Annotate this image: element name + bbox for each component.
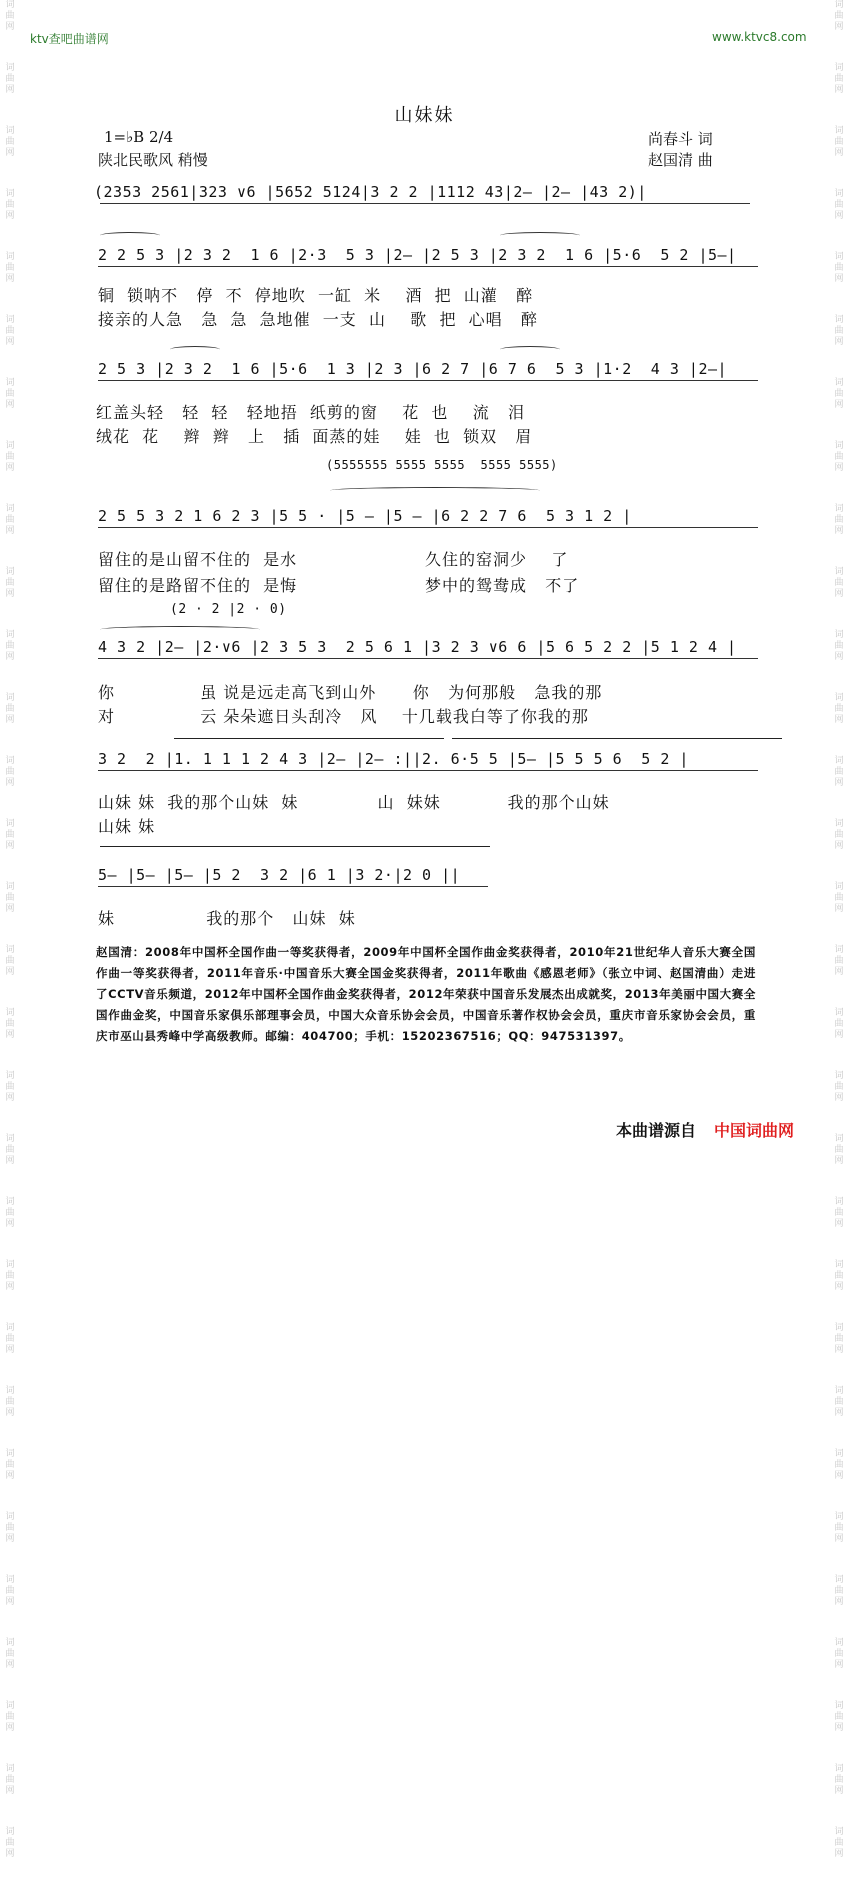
header-right-site: www.ktvc8.com — [712, 30, 807, 44]
watermark-gap — [2, 33, 18, 63]
watermark-glyph: 曲 — [834, 1586, 844, 1596]
lyric-verse-2-line-5: 对 云 朵朵遮日头刮冷 风 十几载我白等了你我的那 — [98, 707, 589, 726]
watermark-gap — [831, 1419, 847, 1449]
watermark-glyph: 网 — [5, 1282, 15, 1292]
watermark-glyph: 网 — [5, 1219, 15, 1229]
watermark-glyph: 网 — [5, 211, 15, 221]
watermark-glyph: 词 — [834, 126, 844, 136]
watermark-glyph: 曲 — [834, 1460, 844, 1470]
watermark-glyph: 曲 — [5, 704, 15, 714]
watermark-glyph: 网 — [834, 1408, 844, 1418]
watermark-glyph: 曲 — [834, 389, 844, 399]
watermark-glyph: 曲 — [5, 326, 15, 336]
watermark-glyph: 网 — [5, 85, 15, 95]
watermark-glyph: 曲 — [5, 137, 15, 147]
lyric-verse-2-line-4: 留住的是路留不住的 是悔 梦中的鸳鸯成 不了 — [98, 576, 580, 595]
watermark-glyph: 曲 — [834, 1271, 844, 1281]
watermark-glyph: 网 — [5, 1660, 15, 1670]
watermark-glyph: 网 — [5, 841, 15, 851]
watermark-glyph: 网 — [5, 526, 15, 536]
watermark-glyph: 词 — [5, 1260, 15, 1270]
watermark-glyph: 词 — [5, 315, 15, 325]
watermark-glyph: 曲 — [5, 11, 15, 21]
watermark-glyph: 网 — [834, 337, 844, 347]
watermark-glyph: 词 — [5, 252, 15, 262]
watermark-gap — [2, 1734, 18, 1764]
watermark-glyph: 词 — [5, 693, 15, 703]
watermark-gap — [831, 852, 847, 882]
header-left-site: ktv查吧曲谱网 — [30, 32, 109, 46]
watermark-glyph: 曲 — [834, 1397, 844, 1407]
watermark-glyph: 曲 — [5, 1838, 15, 1848]
watermark-glyph: 曲 — [5, 200, 15, 210]
watermark-glyph: 网 — [834, 589, 844, 599]
left-watermark-strip — [2, 0, 18, 1859]
watermark-glyph: 曲 — [834, 1775, 844, 1785]
slur-mark — [500, 346, 560, 353]
tie-line — [100, 846, 490, 847]
watermark-glyph: 词 — [834, 756, 844, 766]
watermark-glyph: 网 — [5, 778, 15, 788]
watermark-gap — [831, 1671, 847, 1701]
watermark-glyph: 网 — [834, 1597, 844, 1607]
watermark-glyph: 网 — [5, 589, 15, 599]
watermark-glyph: 词 — [5, 1323, 15, 1333]
slur-mark — [170, 346, 220, 353]
watermark-glyph: 词 — [834, 1638, 844, 1648]
watermark-glyph: 词 — [5, 189, 15, 199]
key-signature: 1=♭B 2/4 — [104, 128, 174, 146]
watermark-gap — [831, 411, 847, 441]
watermark-gap — [831, 1860, 847, 1890]
score-line-4: 2 5 5 3 2 1 6 2 3 |5 5 · |5 — |5 — |6 2 2 7 6 5 3 1 2 | — [98, 507, 632, 525]
score-line-5: 4 3 2 |2— |2·∨6 |2 3 5 3 2 5 6 1 |3 2 3 ∨6 6 |5 6 5 2 2 |5 1 2 4 | — [98, 638, 737, 656]
watermark-glyph: 曲 — [5, 1082, 15, 1092]
watermark-gap — [831, 1230, 847, 1260]
watermark-glyph: 网 — [834, 715, 844, 725]
watermark-gap — [2, 348, 18, 378]
watermark-glyph: 词 — [5, 819, 15, 829]
watermark-glyph: 曲 — [5, 767, 15, 777]
watermark-gap — [831, 1545, 847, 1575]
watermark-glyph: 词 — [834, 504, 844, 514]
beam-line — [98, 886, 488, 887]
watermark-gap — [831, 1797, 847, 1827]
watermark-glyph: 词 — [5, 567, 15, 577]
ornament-line-5: (2 · 2 |2 · 0) — [170, 602, 287, 617]
watermark-glyph: 词 — [834, 1449, 844, 1459]
watermark-glyph: 词 — [5, 1575, 15, 1585]
watermark-glyph: 词 — [834, 189, 844, 199]
watermark-glyph: 词 — [5, 1071, 15, 1081]
watermark-glyph: 词 — [5, 1827, 15, 1837]
watermark-glyph: 网 — [5, 1408, 15, 1418]
watermark-glyph: 词 — [5, 0, 15, 10]
watermark-glyph: 曲 — [834, 137, 844, 147]
beam-line — [100, 203, 750, 204]
watermark-glyph: 词 — [834, 945, 844, 955]
watermark-glyph: 曲 — [834, 1838, 844, 1848]
watermark-glyph: 网 — [834, 526, 844, 536]
watermark-gap — [2, 411, 18, 441]
watermark-gap — [2, 663, 18, 693]
watermark-gap — [2, 474, 18, 504]
score-line-3: 2 5 3 |2 3 2 1 6 |5·6 1 3 |2 3 |6 2 7 |6 7 6 5 3 |1·2 4 3 |2—| — [98, 360, 728, 378]
score-line-2: 2 2 5 3 |2 3 2 1 6 |2·3 5 3 |2— |2 5 3 |2 3 2 1 6 |5·6 5 2 |5—| — [98, 246, 737, 264]
score-line-1: (2353 2561|323 ∨6 |5652 5124|3 2 2 |1112 43|2— |2— |43 2)| — [94, 183, 647, 201]
lyric-verse-1-line-2: 铜 锁呐不 停 不 停地吹 一缸 米 酒 把 山灌 醉 — [98, 286, 534, 305]
watermark-glyph: 曲 — [834, 1712, 844, 1722]
watermark-glyph: 曲 — [5, 1586, 15, 1596]
watermark-glyph: 网 — [834, 1093, 844, 1103]
watermark-glyph: 曲 — [5, 1271, 15, 1281]
watermark-glyph: 词 — [834, 1575, 844, 1585]
watermark-glyph: 词 — [5, 378, 15, 388]
watermark-glyph: 网 — [834, 1534, 844, 1544]
watermark-glyph: 词 — [834, 1512, 844, 1522]
watermark-glyph: 曲 — [834, 893, 844, 903]
watermark-glyph: 词 — [834, 1134, 844, 1144]
lyric-verse-2-line-2: 接亲的人急 急 急 急地催 一支 山 歌 把 心唱 醉 — [98, 310, 538, 329]
score-line-7: 5— |5— |5— |5 2 3 2 |6 1 |3 2·|2 0 || — [98, 866, 461, 884]
watermark-glyph: 网 — [834, 463, 844, 473]
watermark-glyph: 网 — [5, 967, 15, 977]
watermark-glyph: 词 — [834, 1008, 844, 1018]
watermark-glyph: 网 — [5, 1030, 15, 1040]
watermark-gap — [2, 1860, 18, 1890]
watermark-glyph: 曲 — [5, 1523, 15, 1533]
watermark-glyph: 网 — [834, 1849, 844, 1859]
composer-bio: 赵国清：2008年中国杯全国作曲一等奖获得者，2009年中国杯全国作曲金奖获得者，2010年21世纪华人音乐大赛全国作曲一等奖获得者，2011年音乐·中国音乐大赛全国金奖获得者，2011年歌曲《感恩老师》（张立中词、赵国清曲）走进了CCTV音乐频道，2012年中国杯全国作曲金奖获得者，2012年荣获中国音乐发展杰出成就奖，2013年美丽中国大赛全国作曲金奖，中国音乐家俱乐部理事会员，中国大众音乐协会会员，中国音乐著作权协会会员，重庆市音乐家协会会员，重庆市巫山县秀峰中学高级教师。邮编：404700；手机：15202367516；QQ：947531397。 — [96, 945, 756, 1043]
watermark-gap — [2, 1293, 18, 1323]
watermark-gap — [2, 1104, 18, 1134]
lyric-verse-1-line-3: 红盖头轻 轻 轻 轻地捂 纸剪的窗 花 也 流 泪 — [96, 403, 525, 422]
composer-credit: 赵国清 曲 — [648, 151, 713, 169]
watermark-gap — [831, 1482, 847, 1512]
watermark-glyph: 词 — [834, 1701, 844, 1711]
ornament-line-4: (5555555 5555 5555 5555 5555) — [326, 458, 558, 472]
style-tempo: 陕北民歌风 稍慢 — [98, 151, 208, 169]
watermark-gap — [831, 285, 847, 315]
watermark-glyph: 网 — [5, 337, 15, 347]
watermark-glyph: 网 — [834, 148, 844, 158]
beam-line — [98, 380, 758, 381]
watermark-gap — [831, 1041, 847, 1071]
watermark-glyph: 词 — [5, 1701, 15, 1711]
watermark-glyph: 词 — [834, 315, 844, 325]
watermark-gap — [831, 1167, 847, 1197]
source-site-link[interactable]: 中国词曲网 — [714, 1121, 795, 1140]
watermark-glyph: 网 — [5, 1345, 15, 1355]
watermark-gap — [831, 1608, 847, 1638]
watermark-glyph: 曲 — [5, 389, 15, 399]
watermark-glyph: 网 — [834, 400, 844, 410]
watermark-glyph: 词 — [834, 819, 844, 829]
watermark-glyph: 网 — [834, 85, 844, 95]
watermark-gap — [2, 222, 18, 252]
watermark-glyph: 词 — [834, 1323, 844, 1333]
watermark-glyph: 词 — [5, 1449, 15, 1459]
watermark-glyph: 网 — [834, 1345, 844, 1355]
watermark-glyph: 词 — [834, 1386, 844, 1396]
watermark-glyph: 曲 — [5, 956, 15, 966]
watermark-glyph: 曲 — [5, 830, 15, 840]
watermark-glyph: 词 — [834, 63, 844, 73]
slur-mark — [100, 626, 260, 633]
watermark-glyph: 网 — [834, 967, 844, 977]
watermark-gap — [2, 789, 18, 819]
watermark-glyph: 曲 — [5, 641, 15, 651]
watermark-glyph: 词 — [5, 1197, 15, 1207]
watermark-glyph: 词 — [834, 882, 844, 892]
watermark-glyph: 网 — [5, 1093, 15, 1103]
watermark-glyph: 词 — [5, 1134, 15, 1144]
watermark-glyph: 曲 — [834, 704, 844, 714]
watermark-glyph: 网 — [5, 1534, 15, 1544]
watermark-gap — [2, 1356, 18, 1386]
watermark-glyph: 曲 — [834, 1145, 844, 1155]
watermark-glyph: 曲 — [5, 578, 15, 588]
watermark-glyph: 网 — [5, 274, 15, 284]
watermark-glyph: 曲 — [834, 830, 844, 840]
right-watermark-strip — [831, 0, 847, 1859]
watermark-glyph: 网 — [5, 1786, 15, 1796]
watermark-gap — [2, 537, 18, 567]
lyricist-credit: 尚春斗 词 — [648, 130, 713, 148]
watermark-glyph: 曲 — [834, 263, 844, 273]
watermark-glyph: 词 — [834, 252, 844, 262]
watermark-glyph: 曲 — [834, 11, 844, 21]
source-credit — [616, 1118, 794, 1141]
watermark-gap — [831, 915, 847, 945]
lyric-line-6: 山妹 妹 我的那个山妹 妹 山 妹妹 我的那个山妹 — [98, 793, 610, 812]
watermark-glyph: 曲 — [834, 1523, 844, 1533]
watermark-glyph: 曲 — [834, 200, 844, 210]
watermark-glyph: 网 — [834, 1471, 844, 1481]
watermark-gap — [2, 1230, 18, 1260]
watermark-gap — [831, 222, 847, 252]
watermark-gap — [2, 285, 18, 315]
watermark-glyph: 词 — [5, 1638, 15, 1648]
slur-mark — [100, 232, 160, 239]
watermark-gap — [2, 1167, 18, 1197]
watermark-glyph: 网 — [5, 904, 15, 914]
watermark-glyph: 词 — [834, 630, 844, 640]
watermark-glyph: 曲 — [834, 326, 844, 336]
watermark-gap — [831, 726, 847, 756]
watermark-glyph: 词 — [5, 1008, 15, 1018]
watermark-glyph: 网 — [834, 1786, 844, 1796]
watermark-glyph: 网 — [5, 715, 15, 725]
lyric-verse-1-line-5: 你 虽 说是远走高飞到山外 你 为何那般 急我的那 — [98, 683, 603, 702]
slur-mark — [330, 487, 540, 494]
watermark-gap — [2, 1419, 18, 1449]
slur-mark — [500, 232, 580, 239]
watermark-gap — [831, 33, 847, 63]
watermark-glyph: 曲 — [834, 515, 844, 525]
watermark-glyph: 词 — [834, 1260, 844, 1270]
watermark-glyph: 网 — [5, 1471, 15, 1481]
watermark-glyph: 词 — [834, 1071, 844, 1081]
watermark-glyph: 曲 — [834, 641, 844, 651]
watermark-glyph: 网 — [5, 400, 15, 410]
watermark-glyph: 曲 — [834, 1082, 844, 1092]
watermark-glyph: 曲 — [5, 1334, 15, 1344]
score-line-6: 3 2 2 |1. 1 1 1 2 4 3 |2— |2— :||2. 6·5 5 |5— |5 5 5 6 5 2 | — [98, 750, 689, 768]
watermark-glyph: 网 — [834, 904, 844, 914]
watermark-glyph: 网 — [5, 1723, 15, 1733]
watermark-gap — [2, 978, 18, 1008]
watermark-gap — [831, 1104, 847, 1134]
watermark-glyph: 词 — [5, 945, 15, 955]
watermark-glyph: 曲 — [834, 767, 844, 777]
watermark-glyph: 词 — [5, 882, 15, 892]
watermark-glyph: 词 — [5, 1512, 15, 1522]
watermark-glyph: 词 — [834, 0, 844, 10]
watermark-glyph: 网 — [834, 1282, 844, 1292]
watermark-gap — [2, 159, 18, 189]
watermark-glyph: 曲 — [834, 1649, 844, 1659]
watermark-glyph: 网 — [5, 1849, 15, 1859]
watermark-gap — [831, 159, 847, 189]
watermark-glyph: 曲 — [5, 515, 15, 525]
watermark-gap — [2, 1041, 18, 1071]
lyric-line-7: 妹 我的那个 山妹 妹 — [98, 909, 356, 928]
watermark-glyph: 曲 — [5, 74, 15, 84]
watermark-glyph: 词 — [834, 693, 844, 703]
watermark-glyph: 网 — [834, 1219, 844, 1229]
watermark-glyph: 曲 — [5, 1145, 15, 1155]
watermark-glyph: 词 — [5, 126, 15, 136]
watermark-glyph: 网 — [5, 148, 15, 158]
watermark-gap — [2, 1482, 18, 1512]
watermark-glyph: 曲 — [834, 1019, 844, 1029]
watermark-glyph: 网 — [5, 22, 15, 32]
watermark-glyph: 曲 — [5, 1460, 15, 1470]
watermark-glyph: 网 — [5, 1156, 15, 1166]
watermark-glyph: 网 — [834, 1660, 844, 1670]
watermark-gap — [831, 1293, 847, 1323]
watermark-gap — [2, 1671, 18, 1701]
watermark-gap — [2, 726, 18, 756]
watermark-glyph: 曲 — [834, 74, 844, 84]
watermark-glyph: 曲 — [5, 263, 15, 273]
source-label: 本曲谱源自 — [616, 1121, 697, 1140]
watermark-glyph: 词 — [5, 1386, 15, 1396]
watermark-gap — [831, 348, 847, 378]
volta-bracket-1 — [174, 738, 444, 739]
watermark-glyph: 曲 — [5, 893, 15, 903]
watermark-glyph: 网 — [834, 1030, 844, 1040]
watermark-glyph: 网 — [834, 778, 844, 788]
watermark-gap — [2, 852, 18, 882]
watermark-glyph: 网 — [834, 22, 844, 32]
watermark-gap — [2, 1608, 18, 1638]
watermark-gap — [2, 1545, 18, 1575]
watermark-glyph: 词 — [834, 441, 844, 451]
watermark-glyph: 词 — [5, 756, 15, 766]
watermark-glyph: 网 — [5, 1597, 15, 1607]
watermark-glyph: 曲 — [5, 1208, 15, 1218]
watermark-gap — [831, 474, 847, 504]
watermark-glyph: 曲 — [5, 1649, 15, 1659]
watermark-glyph: 网 — [834, 1723, 844, 1733]
watermark-gap — [831, 1356, 847, 1386]
watermark-glyph: 词 — [834, 1197, 844, 1207]
watermark-glyph: 曲 — [834, 578, 844, 588]
watermark-glyph: 曲 — [5, 1019, 15, 1029]
watermark-glyph: 网 — [834, 1156, 844, 1166]
watermark-glyph: 曲 — [5, 1775, 15, 1785]
lyric-line-6-b: 山妹 妹 — [98, 817, 156, 836]
watermark-glyph: 词 — [5, 1764, 15, 1774]
watermark-glyph: 网 — [5, 652, 15, 662]
watermark-gap — [831, 789, 847, 819]
watermark-glyph: 曲 — [5, 452, 15, 462]
watermark-gap — [2, 600, 18, 630]
watermark-glyph: 曲 — [5, 1712, 15, 1722]
watermark-glyph: 词 — [834, 1827, 844, 1837]
watermark-glyph: 曲 — [5, 1397, 15, 1407]
watermark-glyph: 曲 — [834, 956, 844, 966]
watermark-glyph: 网 — [834, 841, 844, 851]
watermark-glyph: 词 — [834, 567, 844, 577]
song-title: 山妹妹 — [394, 105, 455, 126]
watermark-glyph: 曲 — [834, 452, 844, 462]
beam-line — [98, 770, 758, 771]
watermark-glyph: 词 — [834, 1764, 844, 1774]
beam-line — [98, 658, 758, 659]
watermark-gap — [2, 915, 18, 945]
watermark-glyph: 网 — [5, 463, 15, 473]
watermark-glyph: 曲 — [834, 1208, 844, 1218]
watermark-gap — [2, 1797, 18, 1827]
watermark-glyph: 词 — [834, 378, 844, 388]
watermark-gap — [831, 537, 847, 567]
watermark-glyph: 词 — [5, 441, 15, 451]
watermark-gap — [831, 1734, 847, 1764]
watermark-gap — [831, 600, 847, 630]
beam-line — [98, 527, 758, 528]
watermark-glyph: 曲 — [834, 1334, 844, 1344]
watermark-glyph: 网 — [834, 274, 844, 284]
volta-bracket-2 — [452, 738, 782, 739]
watermark-glyph: 词 — [5, 630, 15, 640]
watermark-gap — [831, 978, 847, 1008]
watermark-gap — [831, 663, 847, 693]
beam-line — [98, 266, 758, 267]
watermark-glyph: 网 — [834, 652, 844, 662]
watermark-glyph: 词 — [5, 504, 15, 514]
watermark-glyph: 网 — [834, 211, 844, 221]
lyric-verse-2-line-3: 绒花 花 辫 辫 上 插 面蒸的娃 娃 也 锁双 眉 — [96, 427, 533, 446]
watermark-glyph: 词 — [5, 63, 15, 73]
lyric-verse-1-line-4: 留住的是山留不住的 是水 久住的窑洞少 了 — [98, 550, 569, 569]
